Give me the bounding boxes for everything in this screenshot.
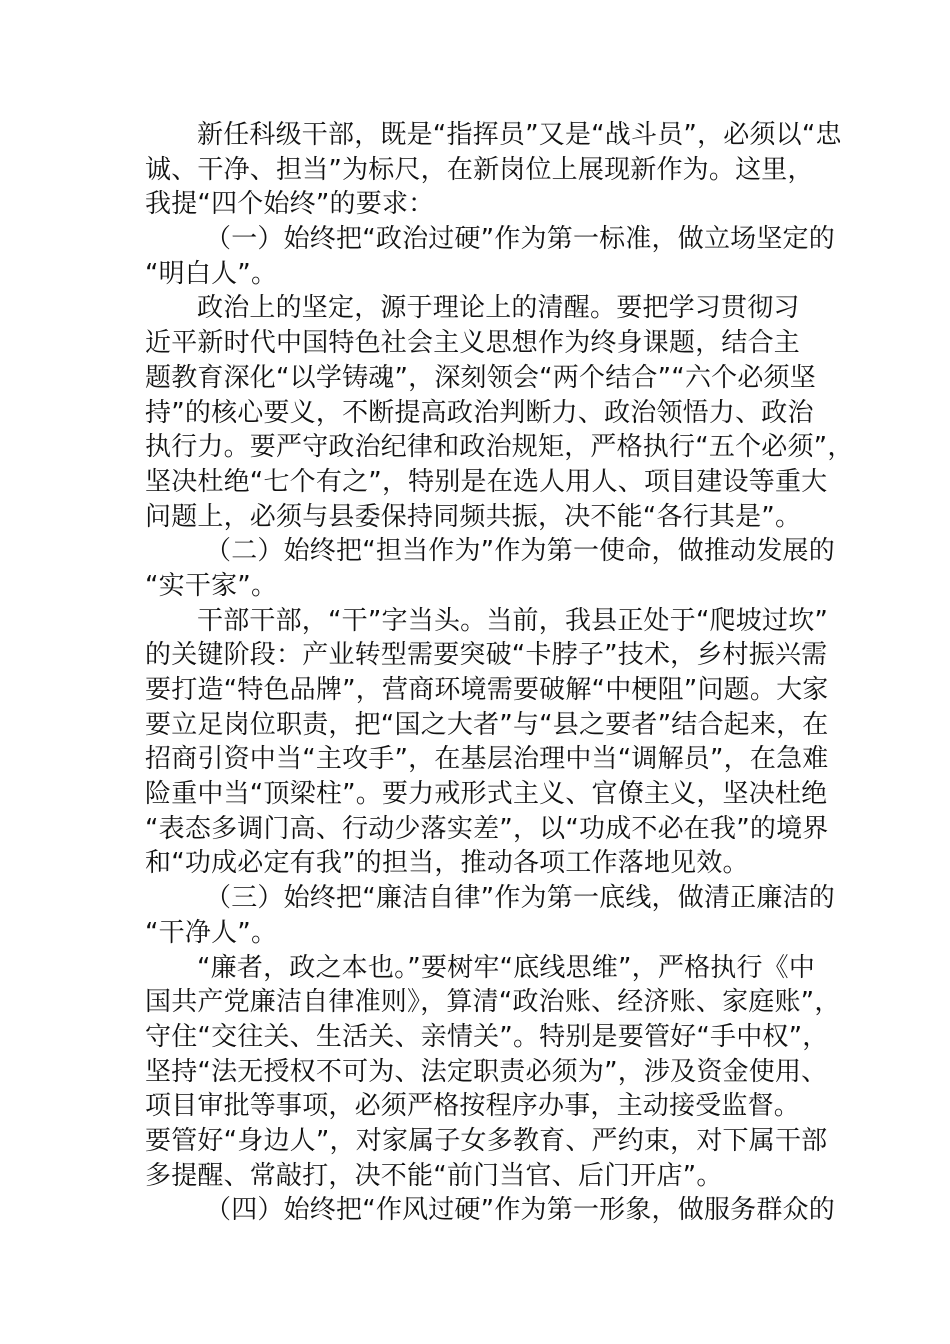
text-line: 国共产党廉洁自律准则》，算清“政治账、经济账、家庭账”， <box>145 987 841 1018</box>
text-line: “明白人”。 <box>145 258 278 289</box>
text-line: 诚、干净、担当”为标尺，在新岗位上展现新作为。这里， <box>145 154 814 185</box>
text-line: 险重中当“顶梁柱”。要力戒形式主义、官僚主义，坚决杜绝 <box>145 779 828 810</box>
text-line: 要管好“身边人”，对家属子女多教育、严约束，对下属干部 <box>145 1125 828 1156</box>
text-line: “廉者，政之本也。”要树牢“底线思维”，严格执行《中 <box>197 952 816 983</box>
paragraph <box>145 118 845 222</box>
text-line: （一）始终把“政治过硬”作为第一标准，做立场坚定的 <box>205 224 835 255</box>
text-line: （四）始终把“作风过硬”作为第一形象，做服务群众的 <box>205 1195 835 1226</box>
text-line: 要立足岗位职责，把“国之大者”与“县之要者”结合起来，在 <box>145 709 829 740</box>
text-line: 近平新时代中国特色社会主义思想作为终身课题，结合主 <box>145 328 801 359</box>
text-line: “表态多调门高、行动少落实差”，以“功成不必在我”的境界 <box>145 813 829 844</box>
text-line: 新任科级干部，既是“指挥员”又是“战斗员”，必须以“忠 <box>197 120 842 150</box>
text-line: 多提醒、常敲打，决不能“前门当官、后门开店”。 <box>145 1160 723 1191</box>
document-body <box>145 118 854 1228</box>
section-heading <box>145 222 845 291</box>
paragraph <box>145 604 845 882</box>
text-line: 干部干部，“干”字当头。当前，我县正处于“爬坡过坎” <box>197 605 829 636</box>
text-line: 项目审批等事项，必须严格按程序办事，主动接受监督。 <box>145 1091 801 1122</box>
text-line: 政治上的坚定，源于理论上的清醒。要把学习贯彻习 <box>197 293 800 324</box>
text-line: 持”的核心要义，不断提高政治判断力、政治领悟力、政治 <box>145 397 814 428</box>
text-line: 要打造“特色品牌”，营商环境需要破解“中梗阻”问题。大家 <box>145 675 829 705</box>
text-line: 的关键阶段：产业转型需要突破“卡脖子”技术，乡村振兴需 <box>145 640 828 671</box>
paragraph <box>145 951 845 1194</box>
text-line: “干净人”。 <box>145 917 278 948</box>
section-heading <box>145 1193 845 1228</box>
section-heading <box>145 534 845 603</box>
section-heading <box>145 881 845 950</box>
text-line: （二）始终把“担当作为”作为第一使命，做推动发展的 <box>205 536 835 567</box>
paragraph <box>145 291 854 534</box>
text-line: 守住“交往关、生活关、亲情关”。特别是要管好“手中权”， <box>145 1021 829 1052</box>
text-line: 坚持“法无授权不可为、法定职责必须为”，涉及资金使用、 <box>145 1056 828 1087</box>
text-line: 执行力。要严守政治纪律和政治规矩，严格执行“五个必须”， <box>145 432 854 463</box>
text-line: （三）始终把“廉洁自律”作为第一底线，做清正廉洁的 <box>205 883 835 914</box>
text-line: 问题上，必须与县委保持同频共振，决不能“各行其是”。 <box>145 501 802 532</box>
text-line: “实干家”。 <box>145 570 278 601</box>
text-line: 招商引资中当“主攻手”，在基层治理中当“调解员”，在急难 <box>145 744 829 775</box>
text-line: 和“功成必定有我”的担当，推动各项工作落地见效。 <box>145 848 749 879</box>
text-line: 我提“四个始终”的要求： <box>145 189 435 220</box>
text-line: 题教育深化“以学铸魂”，深刻领会“两个结合”“六个必须坚 <box>145 362 816 393</box>
text-line: 坚决杜绝“七个有之”，特别是在选人用人、项目建设等重大 <box>145 466 828 497</box>
